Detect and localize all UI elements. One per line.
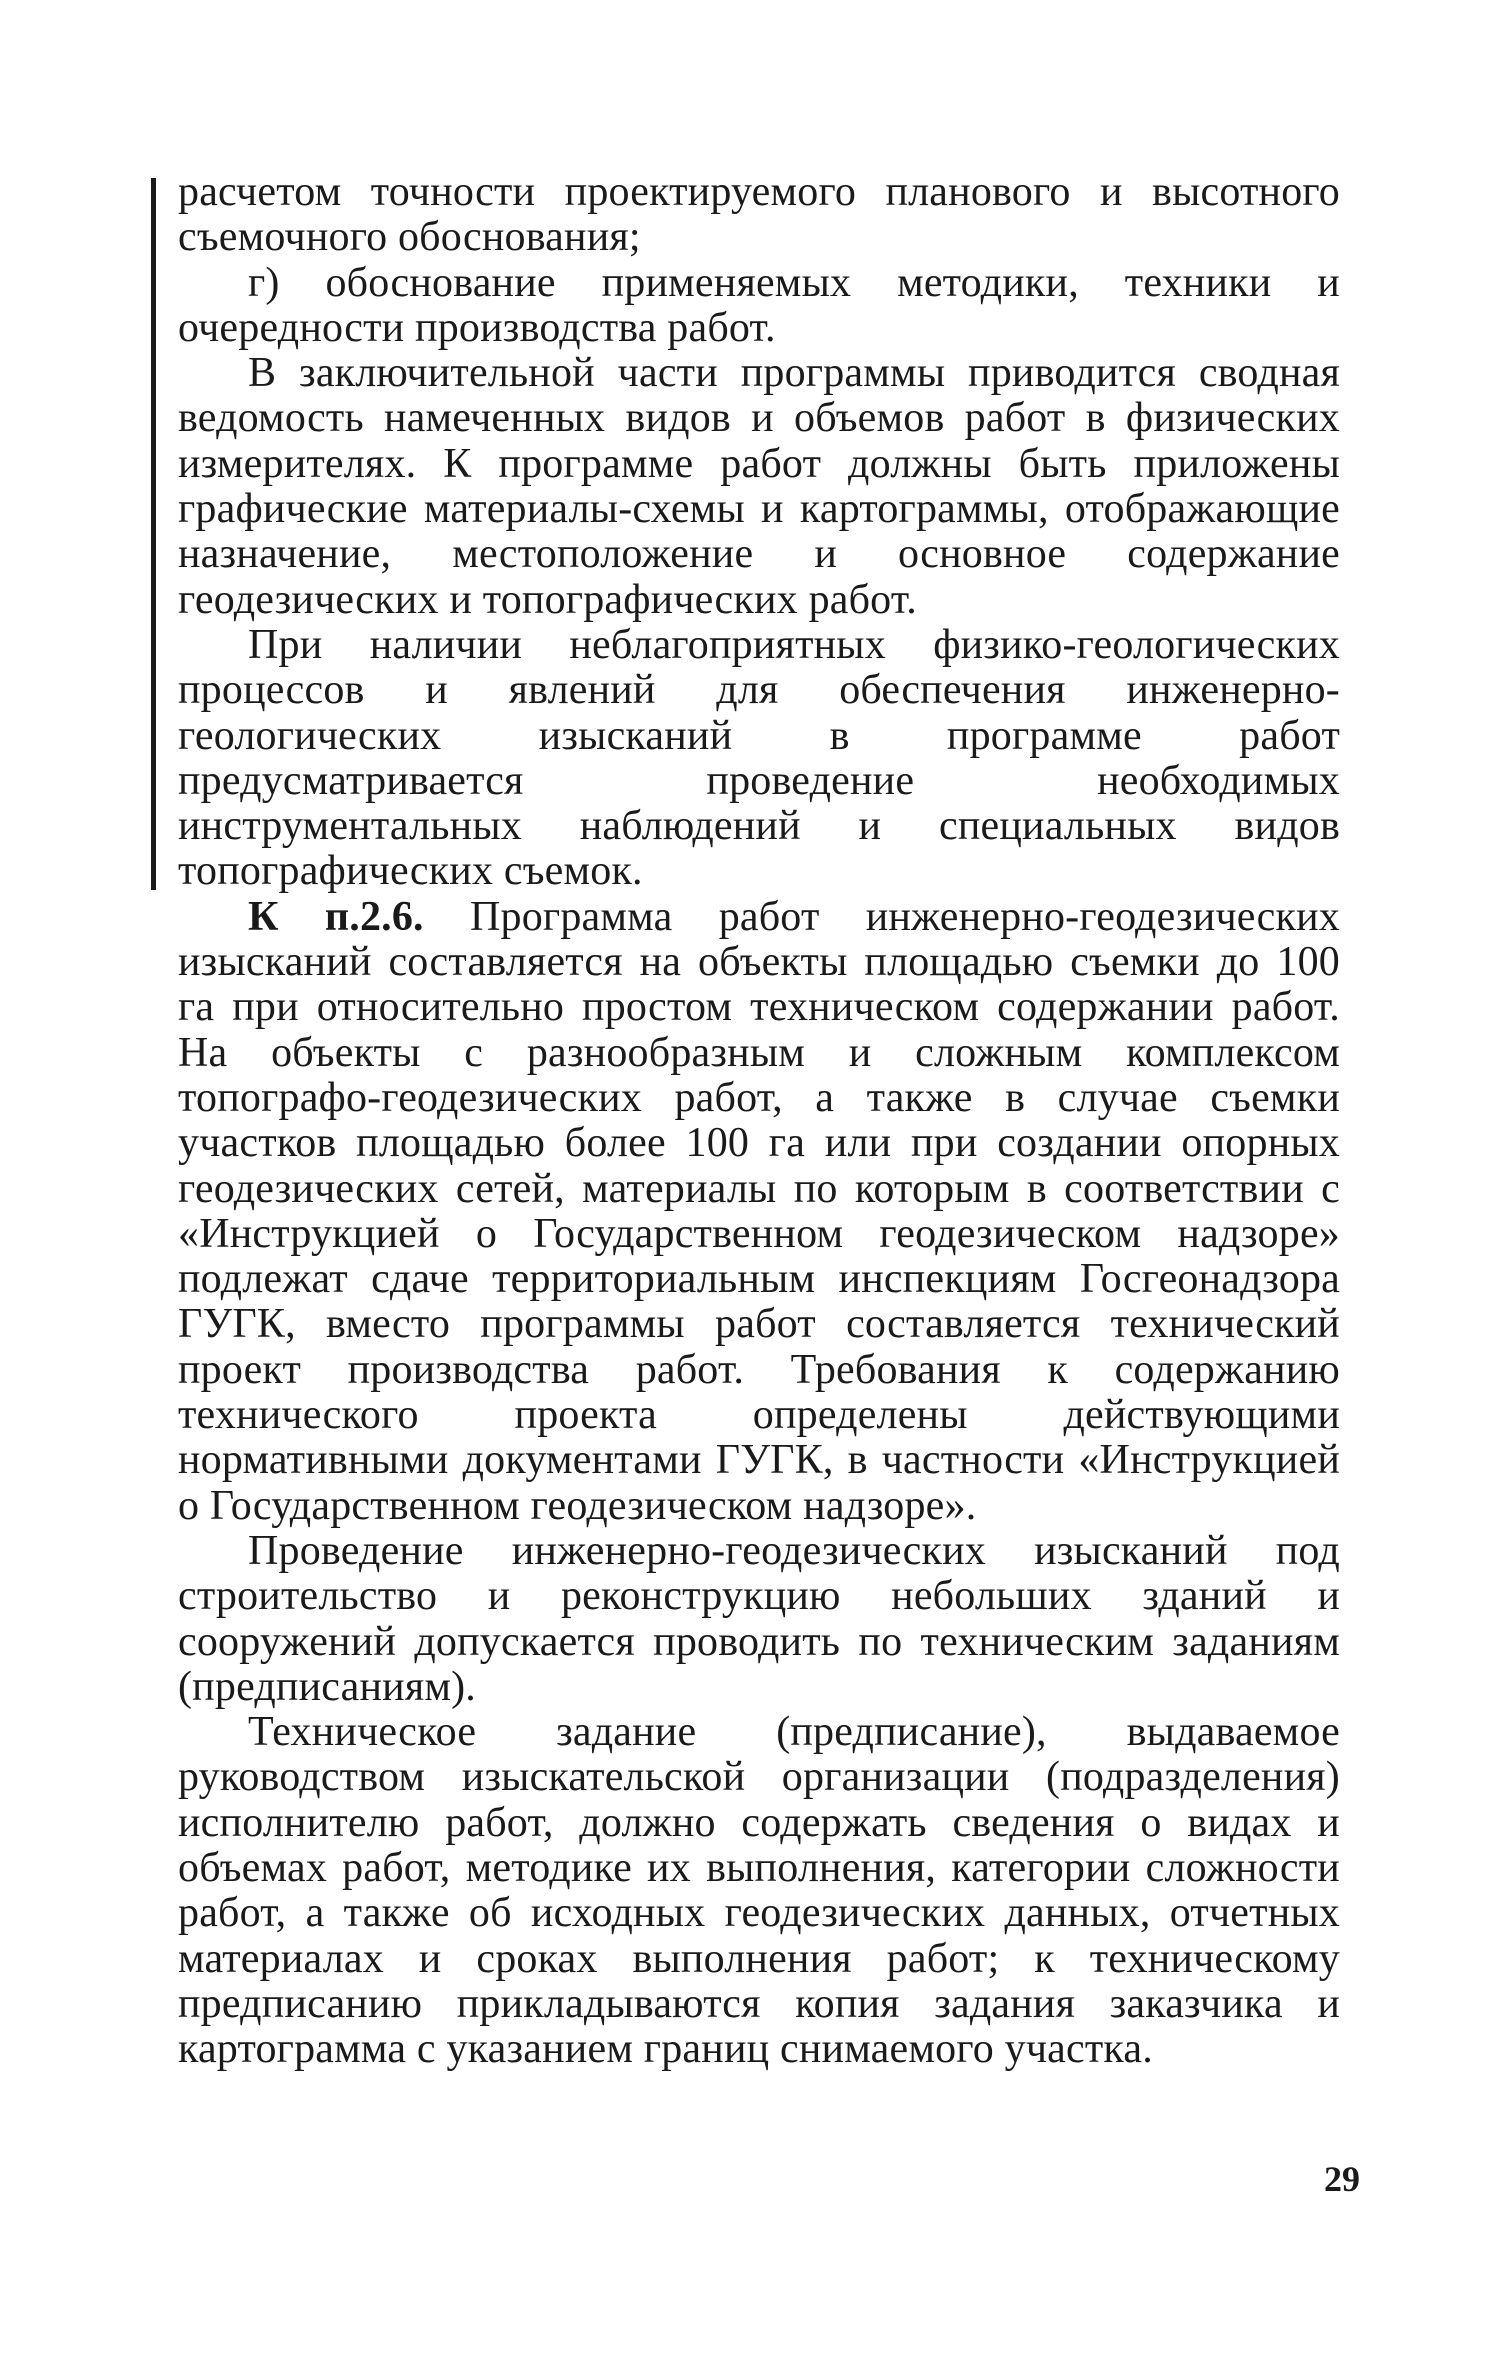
paragraph-text: При наличии неблагоприятных физико-геологических процессов и явлений для обеспечения инженерно-геологических изысканий в программе работ предусматривается проведение необходимых инструментальных наблюдений и специальных видов топографических съемок. [178,621,1340,895]
paragraph-text: г) обоснование применяемых методики, техники и очередности производства работ. [178,259,1340,351]
paragraph [178,261,1340,352]
paragraph [178,1529,1340,1710]
body-text [178,170,1340,2072]
paragraph [178,170,1340,261]
page-number: 29 [1324,2159,1360,2199]
paragraph-lead: К п.2.6. [248,893,424,940]
paragraph-text: Техническое задание (предписание), выдаваемое руководством изыскательской организации (подразделения) исполнителю работ, должно содержать сведения о видах и объемах работ, методике их выполнения, категории сложности работ, а также об исходных геодезических данных, отчетных материалах и сроках выполнения работ; к техническому предписанию прикладываются копия задания заказчика и картограмма с указанием границ снимаемого участка. [178,1709,1340,2073]
paragraph [178,1710,1340,2072]
margin-change-bar [151,178,156,890]
paragraph [178,895,1340,1529]
paragraph-text: расчетом точности проектируемого планового и высотного съемочного обоснования; [178,169,1340,261]
paragraph-text: В заключительной части программы приводится сводная ведомость намеченных видов и объемов работ в физических измерителях. К программе работ должны быть приложены графические материалы-схемы и картограммы, отображающие назначение, местоположение и основное содержание геодезических и топографических работ. [178,350,1340,623]
paragraph-text: Проведение инженерно-геодезических изысканий под строительство и реконструкцию небольших зданий и сооружений допускается проводить по техническим заданиям (предписаниям). [178,1527,1340,1710]
paragraph [178,623,1340,895]
paragraph-text: Программа работ инженерно-геодезических изысканий составляется на объекты площадью съемки до 100 га при относительно простом техническом содержании работ. На объекты с разнообразным и сложным комплексом топографо-геодезических работ, а также в случае съемки участков площадью более 100 га или при создании опорных геодезических сетей, материалы по которым в соответствии с «Инструкцией о Государственном геодезическом надзоре» подлежат сдаче территориальным инспекциям Госгеонадзора ГУГК, вместо программы работ составляется технический проект производства работ. Требования к содержанию технического проекта определены действующими нормативными документами ГУГК, в частности «Инструкцией о Государственном геодезическом надзоре». [178,893,1340,1529]
paragraph [178,351,1340,623]
